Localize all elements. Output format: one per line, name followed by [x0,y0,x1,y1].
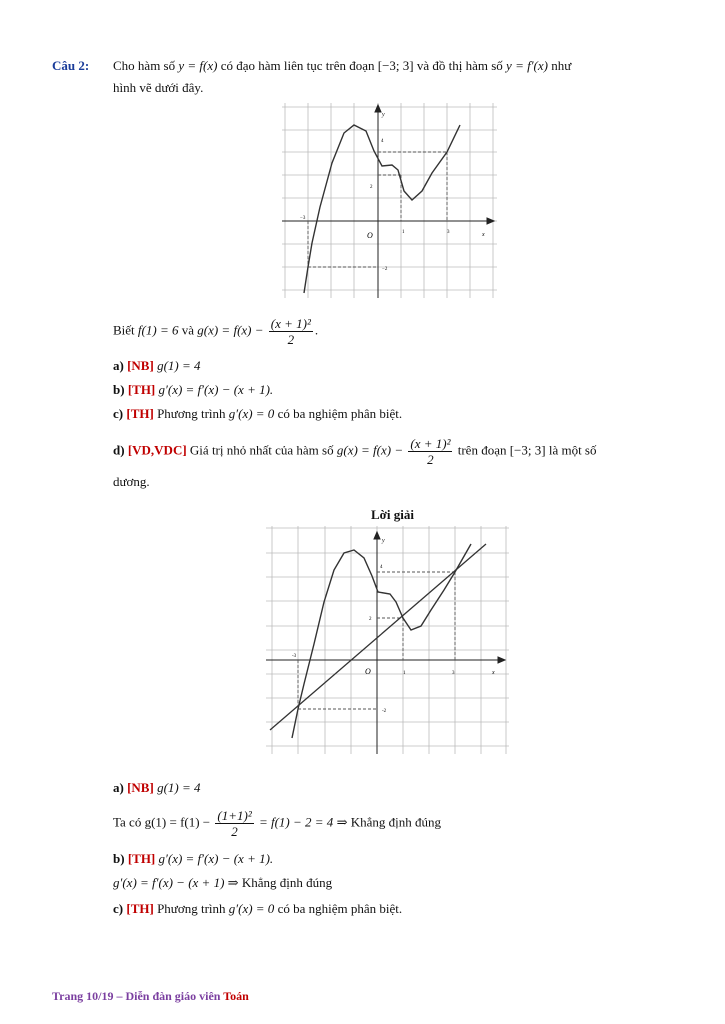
statement-d: d) [VD,VDC] Giá trị nhỏ nhất của hàm số g(x) = f(x) − $\frac{\text{(x + 1)²}}{2}$ trên đoạn [−3; 3] là một số [113,436,597,467]
svg-text:4: 4 [381,139,384,144]
solution-b-work: g′(x) = f′(x) − (x + 1) ⇒ Khẳng định đúng [113,875,333,890]
derivative-graph [282,103,497,298]
fx-expression: y = f(x) [178,58,218,73]
svg-text:x: x [482,232,485,238]
svg-text:1: 1 [402,230,405,235]
svg-text:−3: −3 [300,216,306,221]
fpx-expression: y = f′(x) [506,58,548,73]
svg-text:4: 4 [380,565,383,570]
svg-text:-3: -3 [292,654,297,659]
statement-a: a) [NB] g(1) = 4 [113,358,201,373]
svg-text:y: y [382,112,385,118]
question-text-line2: hình vẽ dưới đây. [113,80,204,95]
solution-a-work: Ta có g(1) = f(1) − $\frac{\text{(1+1)²}}{2}$ = f(1) − 2 = 4 ⇒ Khẳng định đúng [113,808,441,839]
svg-text:1: 1 [403,671,406,676]
solution-c-header: c) [TH] Phương trình g′(x) = 0 có ba nghiệm phân biệt. [113,901,403,916]
svg-text:2: 2 [369,617,372,622]
svg-text:y: y [382,538,385,544]
solution-graph [266,526,509,754]
graph-grid [282,103,497,298]
statement-c: c) [TH] Phương trình g′(x) = 0 có ba nghiệm phân biệt. [113,406,403,421]
svg-text:O: O [367,231,373,240]
statement-b: b) [TH] g′(x) = f′(x) − (x + 1). [113,382,274,397]
question-text: Cho hàm số y = f(x) có đạo hàm liên tục trên đoạn [−3; 3] và đồ thị hàm số y = f′(x) như [113,58,572,73]
svg-text:x: x [492,670,495,676]
page-number: Trang 10/19 [52,989,114,1003]
given-line: Biết f(1) = 6 và g(x) = f(x) − $\frac{\text{(x + 1)²}}{2}$ . [113,316,319,347]
question-label: Câu 2: [52,58,90,73]
solution-b-header: b) [TH] g′(x) = f′(x) − (x + 1). [113,851,274,866]
svg-text:-2: -2 [382,709,387,714]
page-footer: Trang 10/19 – Diễn đàn giáo viên Toán [52,989,249,1003]
svg-text:3: 3 [447,230,450,235]
svg-text:−2: −2 [382,267,388,272]
statement-d-line2: dương. [113,474,150,489]
solution-title: Lời giải [371,507,414,522]
svg-text:3: 3 [452,671,455,676]
solution-a-header: a) [NB] g(1) = 4 [113,780,201,795]
graph-grid [266,526,509,754]
interval: [−3; 3] [377,58,414,73]
site-name: Diễn đàn giáo viên [125,989,221,1003]
svg-text:2: 2 [370,185,373,190]
svg-text:O: O [365,667,371,676]
graph-axes [282,105,494,298]
graph-axes [266,532,505,754]
